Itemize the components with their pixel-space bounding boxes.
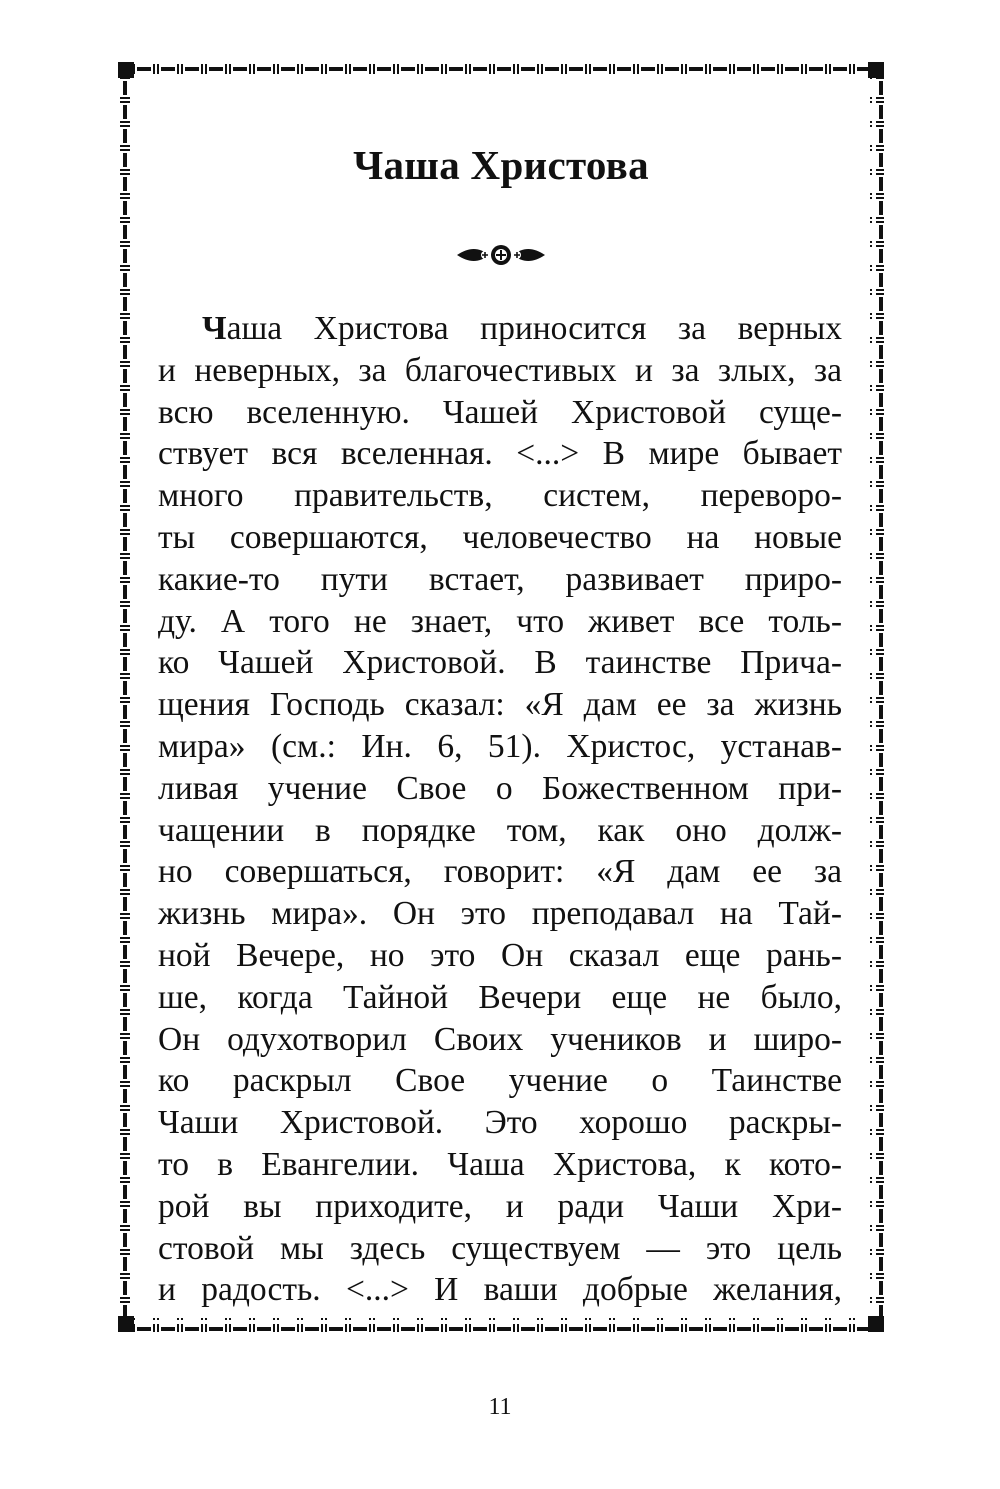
text-line: ствует вся вселенная. <...> В мире бывает bbox=[158, 435, 842, 473]
text-line: ко Чашей Христовой. В таинстве Прича- bbox=[158, 644, 842, 682]
text-line: рой вы приходите, и ради Чаши Хри- bbox=[158, 1187, 842, 1225]
text-line: ко раскрыл Свое учение о Таинстве bbox=[158, 1062, 842, 1100]
text-line: ливая учение Свое о Божественном при- bbox=[158, 769, 842, 807]
text-line: какие-то пути встает, развивает приро- bbox=[158, 560, 842, 598]
text-line: много правительств, систем, переворо- bbox=[158, 477, 842, 515]
drop-cap: Ч bbox=[202, 310, 227, 347]
text-line: то в Евангелии. Чаша Христова, к кото- bbox=[158, 1145, 842, 1183]
text-line: мира» (см.: Ин. 6, 51). Христос, устанав- bbox=[158, 727, 842, 765]
text-line: всю вселенную. Чашей Христовой суще- bbox=[158, 393, 842, 431]
text-line: чащении в порядке том, как оно долж- bbox=[158, 811, 842, 849]
page-title: Чаша Христова bbox=[353, 142, 649, 188]
text-line: ду. А того не знает, что живет все толь- bbox=[158, 602, 842, 640]
text-line: ной Вечере, но это Он сказал еще рань- bbox=[158, 936, 842, 974]
text-line: и радость. <...> И ваши добрые желания, bbox=[158, 1271, 842, 1309]
text-line: Чаша Христова приносится за верных bbox=[202, 310, 842, 347]
page-frame bbox=[118, 62, 884, 1332]
text-line: и неверных, за благочестивых и за злых, за bbox=[158, 351, 842, 389]
floral-divider-icon bbox=[455, 242, 547, 268]
text-line: щения Господь сказал: «Я дам ее за жизнь bbox=[158, 686, 842, 724]
text-line: ше, когда Тайной Вечери еще не было, bbox=[158, 978, 842, 1016]
page-number: 11 bbox=[488, 1394, 512, 1420]
body-paragraph bbox=[158, 308, 842, 1311]
text-line: но совершаться, говорит: «Я дам ее за bbox=[158, 853, 842, 891]
text-line: ты совершаются, человечество на новые bbox=[158, 518, 842, 556]
text-line: жизнь мира». Он это преподавал на Тай- bbox=[158, 895, 842, 933]
text-line: Он одухотворил Своих учеников и широ- bbox=[158, 1020, 842, 1058]
text-line: Чаши Христовой. Это хорошо раскры- bbox=[158, 1104, 842, 1142]
text-line: стовой мы здесь существуем — это цель bbox=[158, 1229, 842, 1267]
